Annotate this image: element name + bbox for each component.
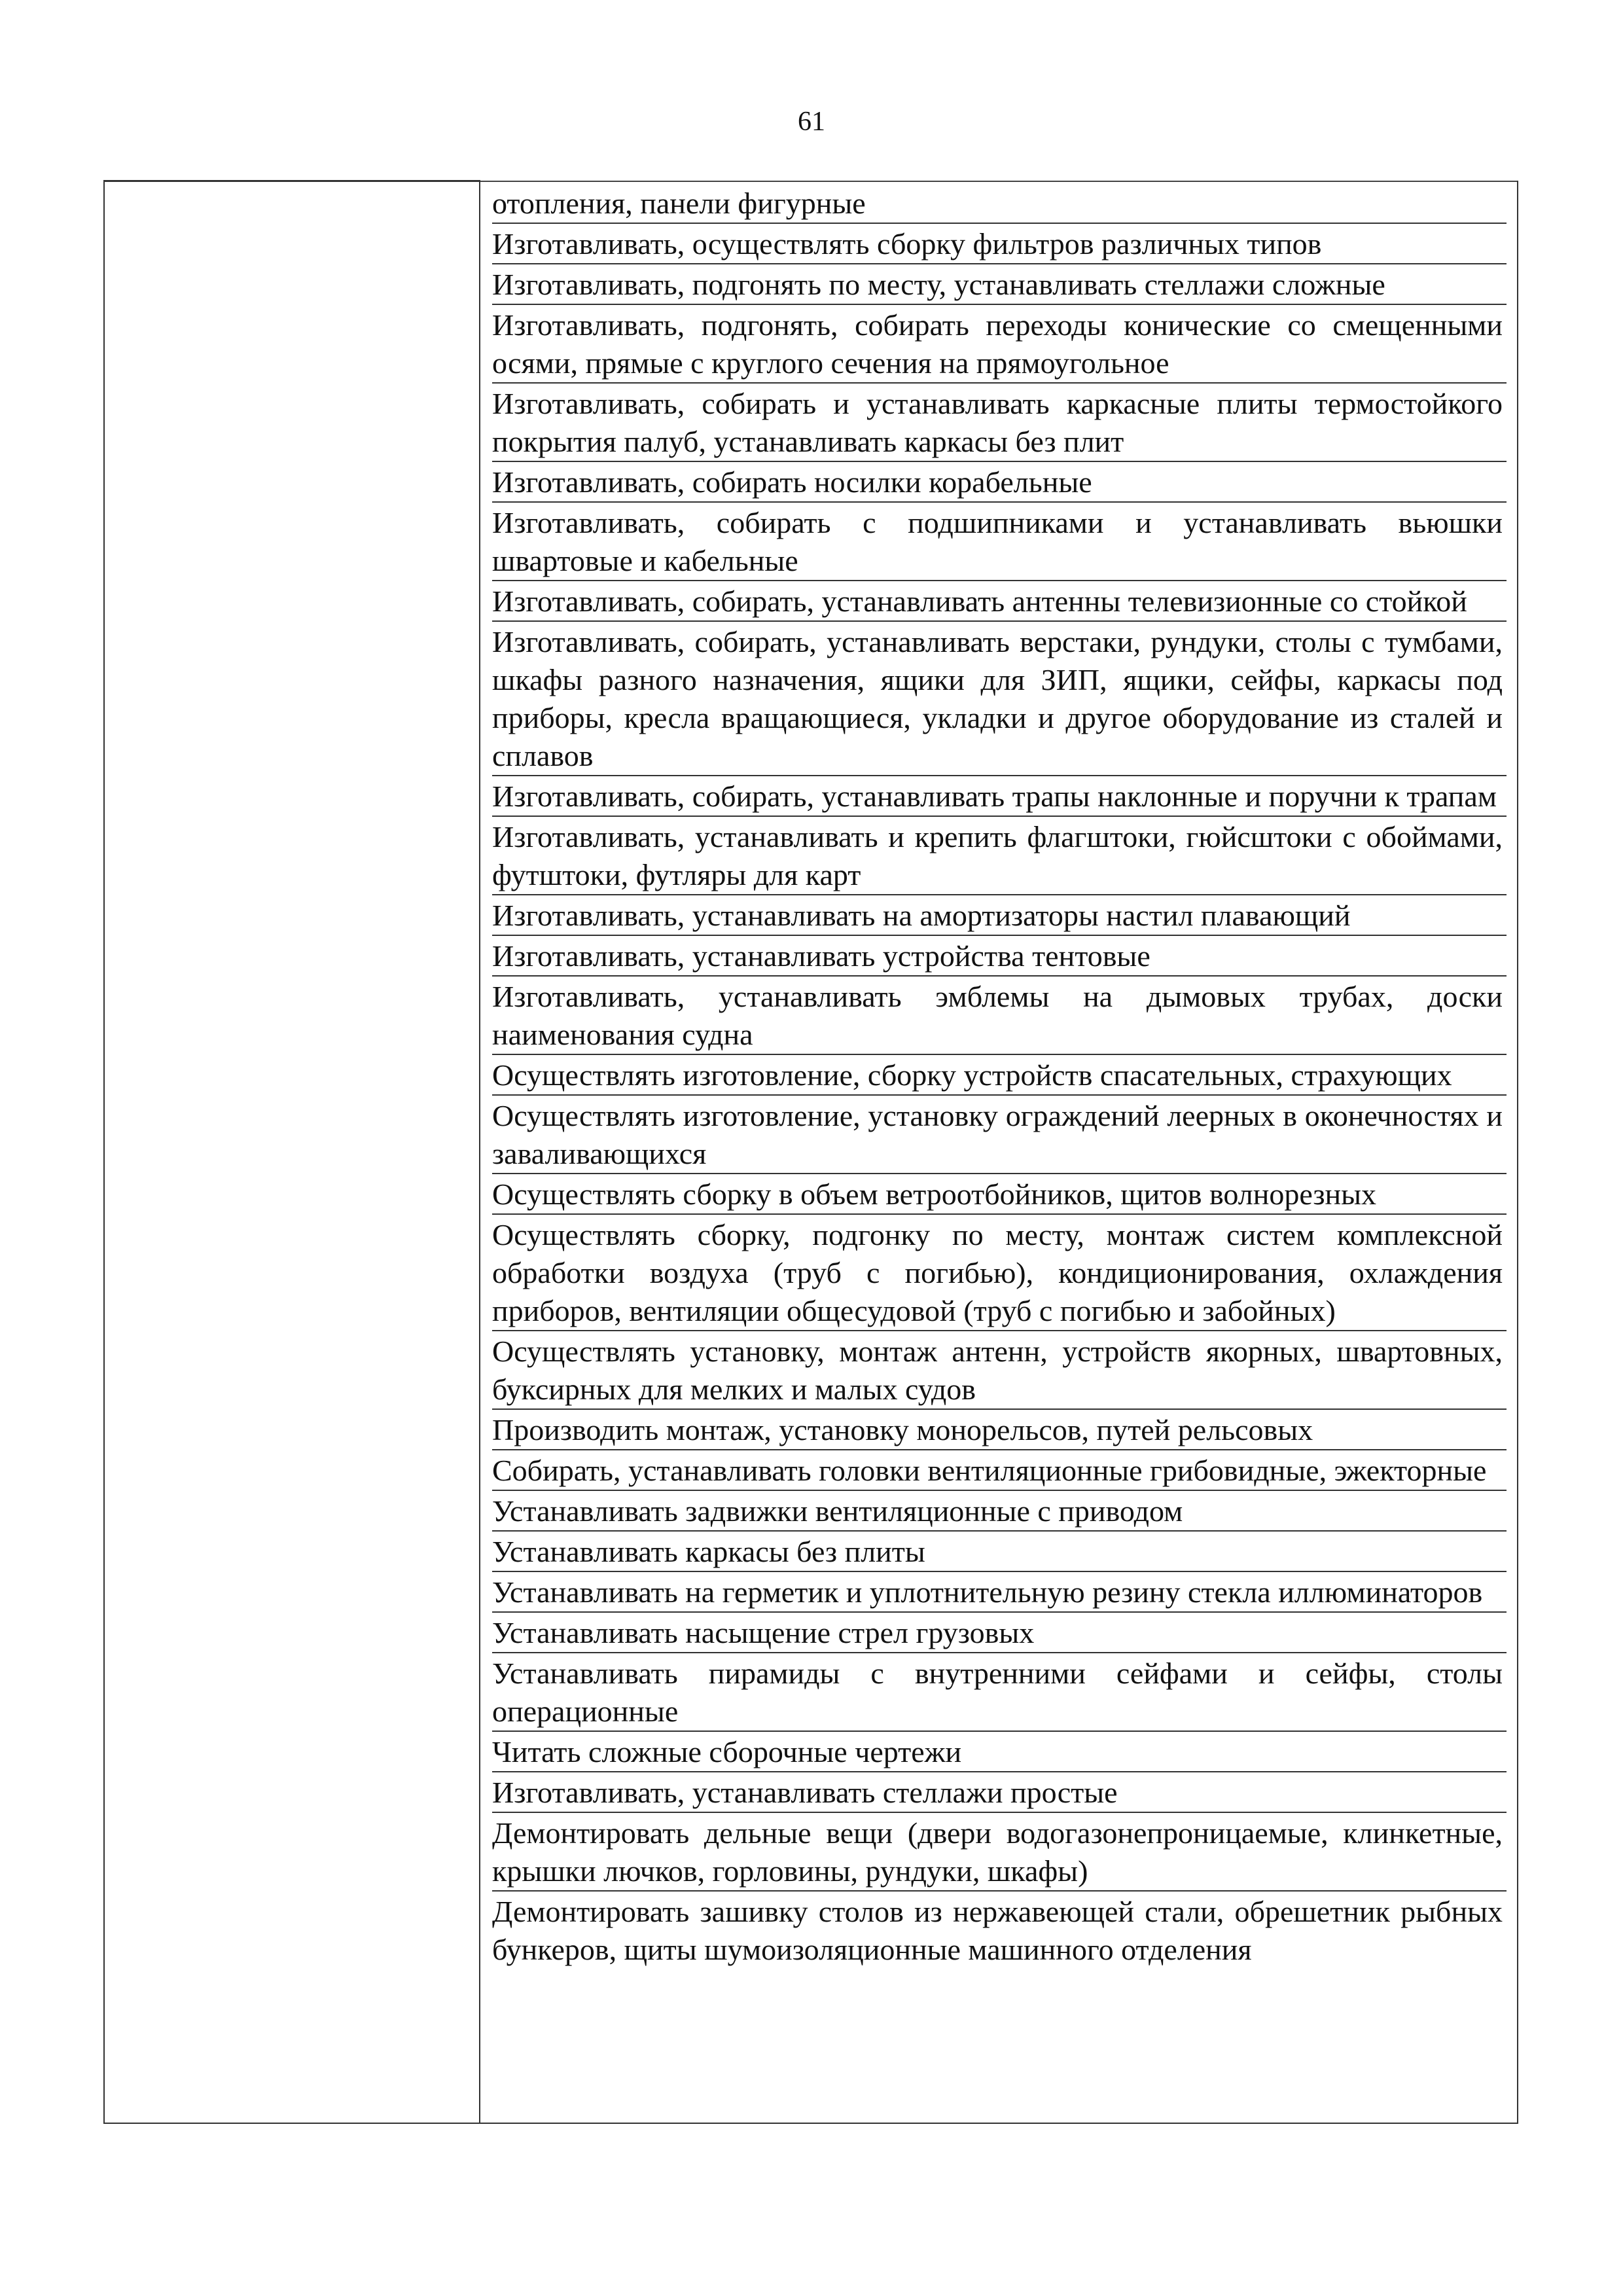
- right-column-cell: [480, 181, 1518, 2124]
- list-item: Изготавливать, собирать носилки корабельные: [492, 462, 1507, 503]
- list-item: Осуществлять изготовление, сборку устройств спасательных, страхующих: [492, 1055, 1507, 1096]
- list-item: Осуществлять установку, монтаж антенн, устройств якорных, швартовных, буксирных для мелких и малых судов: [492, 1331, 1507, 1410]
- page-number: 61: [798, 107, 825, 137]
- list-item: Изготавливать, подгонять по месту, устанавливать стеллажи сложные: [492, 264, 1507, 305]
- list-item: Изготавливать, собирать, устанавливать трапы наклонные и поручни к трапам: [492, 776, 1507, 817]
- list-item: Устанавливать задвижки вентиляционные с приводом: [492, 1491, 1507, 1532]
- document-table: [103, 180, 1518, 2124]
- list-item: Изготавливать, устанавливать устройства тентовые: [492, 936, 1507, 977]
- list-item: Изготавливать, подгонять, собирать переходы конические со смещенными осями, прямые с круглого сечения на прямоугольное: [492, 305, 1507, 384]
- list-item: Устанавливать пирамиды с внутренними сейфами и сейфы, столы операционные: [492, 1653, 1507, 1732]
- list-item: Демонтировать дельные вещи (двери водогазонепроницаемые, клинкетные, крышки лючков, горловины, рундуки, шкафы): [492, 1813, 1507, 1892]
- list-item: Изготавливать, устанавливать на амортизаторы настил плавающий: [492, 895, 1507, 936]
- list-item: Собирать, устанавливать головки вентиляционные грибовидные, эжекторные: [492, 1450, 1507, 1491]
- list-item: Изготавливать, осуществлять сборку фильтров различных типов: [492, 224, 1507, 264]
- list-item: Демонтировать зашивку столов из нержавеющей стали, обрешетник рыбных бункеров, щиты шумоизоляционные машинного отделения: [492, 1894, 1503, 1966]
- list-item: Изготавливать, собирать, устанавливать верстаки, рундуки, столы с тумбами, шкафы разного назначения, ящики для ЗИП, ящики, сейфы, каркасы под приборы, кресла вращающиеся, укладки и другое оборудование из сталей и сплавов: [492, 622, 1507, 776]
- list-item: Изготавливать, собирать и устанавливать каркасные плиты термостойкого покрытия палуб, устанавливать каркасы без плит: [492, 384, 1507, 462]
- list-item: Осуществлять сборку, подгонку по месту, монтаж систем комплексной обработки воздуха (труб с погибью), кондиционирования, охлаждения приборов, вентиляции общесудовой (труб с погибью и забойных): [492, 1215, 1507, 1331]
- list-item: отопления, панели фигурные: [492, 183, 1507, 224]
- list-item: Изготавливать, устанавливать стеллажи простые: [492, 1772, 1507, 1813]
- list-item: Устанавливать каркасы без плиты: [492, 1532, 1507, 1572]
- list-item: Устанавливать насыщение стрел грузовых: [492, 1613, 1507, 1653]
- left-column-cell: [104, 181, 480, 2124]
- list-item: Изготавливать, устанавливать эмблемы на дымовых трубах, доски наименования судна: [492, 977, 1507, 1055]
- table-row: [104, 181, 1518, 2124]
- list-item: Читать сложные сборочные чертежи: [492, 1732, 1507, 1772]
- list-item: Осуществлять сборку в объем ветроотбойников, щитов волнорезных: [492, 1174, 1507, 1215]
- list-item: Изготавливать, устанавливать и крепить флагштоки, гюйсштоки с обоймами, футштоки, футляры для карт: [492, 817, 1507, 895]
- list-item: Осуществлять изготовление, установку ограждений леерных в оконечностях и заваливающихся: [492, 1096, 1507, 1174]
- list-item: Изготавливать, собирать, устанавливать антенны телевизионные со стойкой: [492, 581, 1507, 622]
- list-item: Устанавливать на герметик и уплотнительную резину стекла иллюминаторов: [492, 1572, 1507, 1613]
- list-item: Изготавливать, собирать с подшипниками и устанавливать вьюшки швартовые и кабельные: [492, 503, 1507, 581]
- list-item: Производить монтаж, установку монорельсов, путей рельсовых: [492, 1410, 1507, 1450]
